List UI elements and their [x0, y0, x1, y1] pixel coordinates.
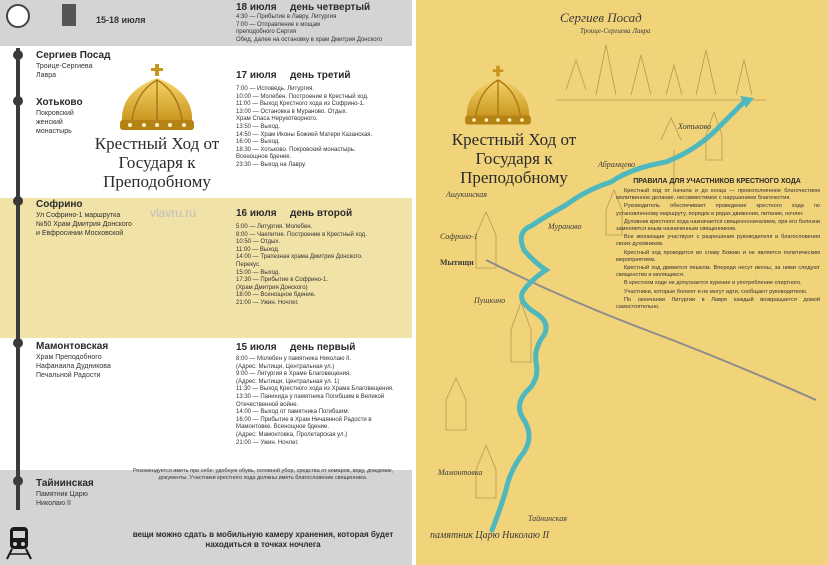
schedule-panel — [0, 0, 412, 565]
schedule-item: 8:00 — Молебен у памятника Николаю II. — [236, 356, 352, 362]
schedule-item: (Храм Дмитрия Донского) — [236, 284, 308, 291]
stop-dot — [13, 196, 23, 206]
schedule-item: 4:30 — Прибытие в Лавру, Литургия — [236, 14, 337, 20]
stop-name: Софрино — [36, 199, 83, 210]
schedule-item: Храм Спаса Нерукотворного. — [236, 116, 318, 123]
schedule-item: 10:00 — Молебен. Построение в Крестный ход. — [236, 93, 369, 100]
schedule-item: 5:00 — Литургия. Молебен. — [236, 224, 313, 230]
train-icon — [4, 525, 34, 561]
stop-name: Хотьково — [36, 97, 83, 108]
header-dates: 15-18 июля — [96, 15, 146, 25]
stop-dot — [13, 338, 23, 348]
place-label: Тайнинская — [528, 514, 567, 523]
rule-item: Крестный ход от начала и до конца — преисполненное благочестием молитвенное делание, несовместимое с нарушением благочестия. — [616, 188, 820, 202]
map-subtitle: Троице-Сергиева Лавра — [580, 27, 651, 35]
schedule-item: 11:00 — Выход Крестного хода из Софрино-1. — [236, 101, 365, 108]
schedule-item: 21:00 — Ужин. Ночлег. — [236, 299, 299, 306]
rule-item: В крестном ходе не допускается курение и употребление спиртного. — [624, 280, 802, 287]
schedule-item: 13:00 — Остановка в Мураново. Отдых. — [236, 108, 348, 115]
bottom-note: Рекомендуется иметь при себе: удобную обувь, головной убор, средства от комаров, воду, дождевик, документы. Участники крестного хода должны иметь благословение священника. — [132, 468, 394, 481]
stop-dot — [13, 50, 23, 60]
schedule-item: 14:00 — Трапезная храма Дмитрия Донского. — [236, 254, 363, 261]
rule-item: По окончании Литургии в Лавре каждый возвращается домой самостоятельно. — [616, 296, 820, 311]
schedule-item: (Адрес: Мамонтовка, Пролетарская ул.) — [236, 431, 348, 438]
schedule-item: 13:30 — Панихида у памятника Погибшим в Великой Отечественной войне. — [236, 393, 385, 408]
schedule-item: 7:00 — Исповедь. Литургия. — [236, 86, 315, 92]
day-date: 18 июля — [236, 2, 277, 13]
place-label: Мураново — [548, 222, 582, 231]
schedule-item: 18:00 — Всенощное бдение. — [236, 292, 316, 299]
rule-item: Участники, которые болеют и не могут идти, сообщают руководителю. — [624, 288, 808, 295]
schedule-item: 23:30 — Выход на Лавру. — [236, 161, 307, 168]
schedule-item: 16:00 — Выход. — [236, 139, 280, 146]
schedule-item: 14:50 — Храм Иконы Божией Матери Казанская. — [236, 131, 373, 138]
schedule-item: 9:00 — Литургия в Храме Благовещения. — [236, 371, 351, 378]
day-date: 16 июля — [236, 208, 277, 219]
day-schedule — [236, 14, 404, 44]
stop-description: Покровский женский монастырь — [36, 110, 74, 135]
day-name: день второй — [290, 208, 353, 219]
place-label: Хотьково — [678, 122, 711, 131]
schedule-item: 16:00 — Прибытие в Храм Нечаянной Радости в Мамонтовке. Всенощное бдение. — [236, 416, 372, 431]
place-label: Мытищи — [440, 258, 474, 267]
stop-description: Троице-Сергиева Лавра — [36, 63, 93, 79]
rule-item: Крестный ход движется пешком. Впереди несут иконы, за ними следуют священство и молящиеся. — [616, 265, 820, 279]
rules-heading: ПРАВИЛА ДЛЯ УЧАСТНИКОВ КРЕСТНОГО ХОДА — [633, 178, 801, 185]
schedule-item: 17:30 — Прибытие в Софрино-1. — [236, 277, 329, 284]
map-title: Сергиев Посад — [560, 10, 642, 25]
schedule-item: (Адрес: Мытищи, Центральная ул.) — [236, 363, 335, 370]
stop-description: Храм Преподобного Нафанаила Дудникова Печальной Радости — [36, 354, 111, 379]
place-label: памятник Царю Николаю II — [430, 530, 550, 541]
crown-icon — [458, 64, 538, 128]
rule-item: Все желающие участвуют с разрешения руководителя и благословения своих духовников. — [616, 234, 820, 248]
page-title: Крестный Ход от Государя к Преподобному — [451, 130, 577, 187]
schedule-item: 11:00 — Выход. — [236, 246, 280, 253]
schedule-item: 11:30 — Выход Крестного хода из Храма Благовещения. — [236, 386, 394, 393]
map-panel — [416, 0, 828, 565]
day-date: 17 июля — [236, 70, 277, 81]
storage-note: вещи можно сдать в мобильную камеру хранения, которая будет находиться в точках ночлега — [132, 530, 394, 549]
schedule-item: (Адрес: Мытищи, Центральная ул. 1) — [236, 378, 340, 385]
rule-item: Духовник крестного хода назначается священноначалием, при его болезни заменяется иным назначенным священником. — [616, 218, 820, 233]
crown-icon — [112, 62, 202, 134]
org-emblem-icon — [62, 4, 76, 26]
schedule-item: Обед, далее на остановку в храм Дмитрия Донского — [236, 36, 383, 43]
day-name: день третий — [290, 70, 351, 81]
day-name: день четвертый — [290, 2, 371, 13]
page-title: Крестный Ход от Государя к Преподобному — [94, 134, 220, 191]
stop-description: Ул Софрино-1 маршрутка №50 Храм Дмитрия Донского и Евфросинии Московской — [36, 212, 133, 237]
day-date: 15 июля — [236, 342, 277, 353]
watermark: vlavru.ru — [150, 206, 197, 220]
day-schedule — [236, 356, 404, 447]
place-label: Абрамцево — [598, 160, 636, 169]
schedule-item: 8:00 — Чаепитие. Построение в Крестный ход. — [236, 231, 367, 238]
stop-name: Тайнинская — [36, 478, 94, 489]
schedule-item: 15:00 — Выход. — [236, 269, 280, 276]
stop-description: Памятник Царю Николаю II — [36, 491, 88, 507]
schedule-item: 21:00 — Ужин. Ночлег. — [236, 439, 299, 446]
rule-item: Крестный ход проводится во славу Божию и не является политическим мероприятием. — [616, 249, 820, 263]
schedule-item: 13:50 — Выход. — [236, 123, 280, 130]
schedule-item: Перекус. — [236, 261, 261, 268]
schedule-item: 14:00 — Выход от памятника Погибшим. — [236, 409, 350, 416]
stop-name: Мамонтовская — [36, 341, 109, 352]
schedule-item: 18:30 — Хотьково. Покровский монастырь. — [236, 146, 356, 153]
place-label: Софрино-1 — [440, 232, 478, 241]
schedule-item: Всенощное бдение. — [236, 154, 292, 161]
day-schedule — [236, 224, 404, 308]
day-schedule — [236, 86, 404, 170]
day-name: день первый — [290, 342, 356, 353]
rule-item: Руководитель обеспечивает проведение крестного хода по установленному маршруту, порядок в рядах движения, питание, ночлег. — [616, 203, 820, 217]
place-label: Ашукинская — [446, 190, 487, 199]
route-line — [16, 48, 20, 510]
place-label: Пушкино — [474, 296, 506, 305]
schedule-item: 10:50 — Отдых. — [236, 239, 281, 246]
stop-dot — [13, 96, 23, 106]
stop-dot — [13, 476, 23, 486]
org-logo-icon — [6, 4, 30, 28]
schedule-item: преподобного Сергия — [236, 29, 297, 36]
schedule-item: 7:00 — Отправление к мощам — [236, 21, 321, 28]
rules-list — [616, 188, 820, 312]
stop-name: Сергиев Посад — [36, 50, 111, 61]
place-label: Мамонтовка — [438, 468, 483, 477]
